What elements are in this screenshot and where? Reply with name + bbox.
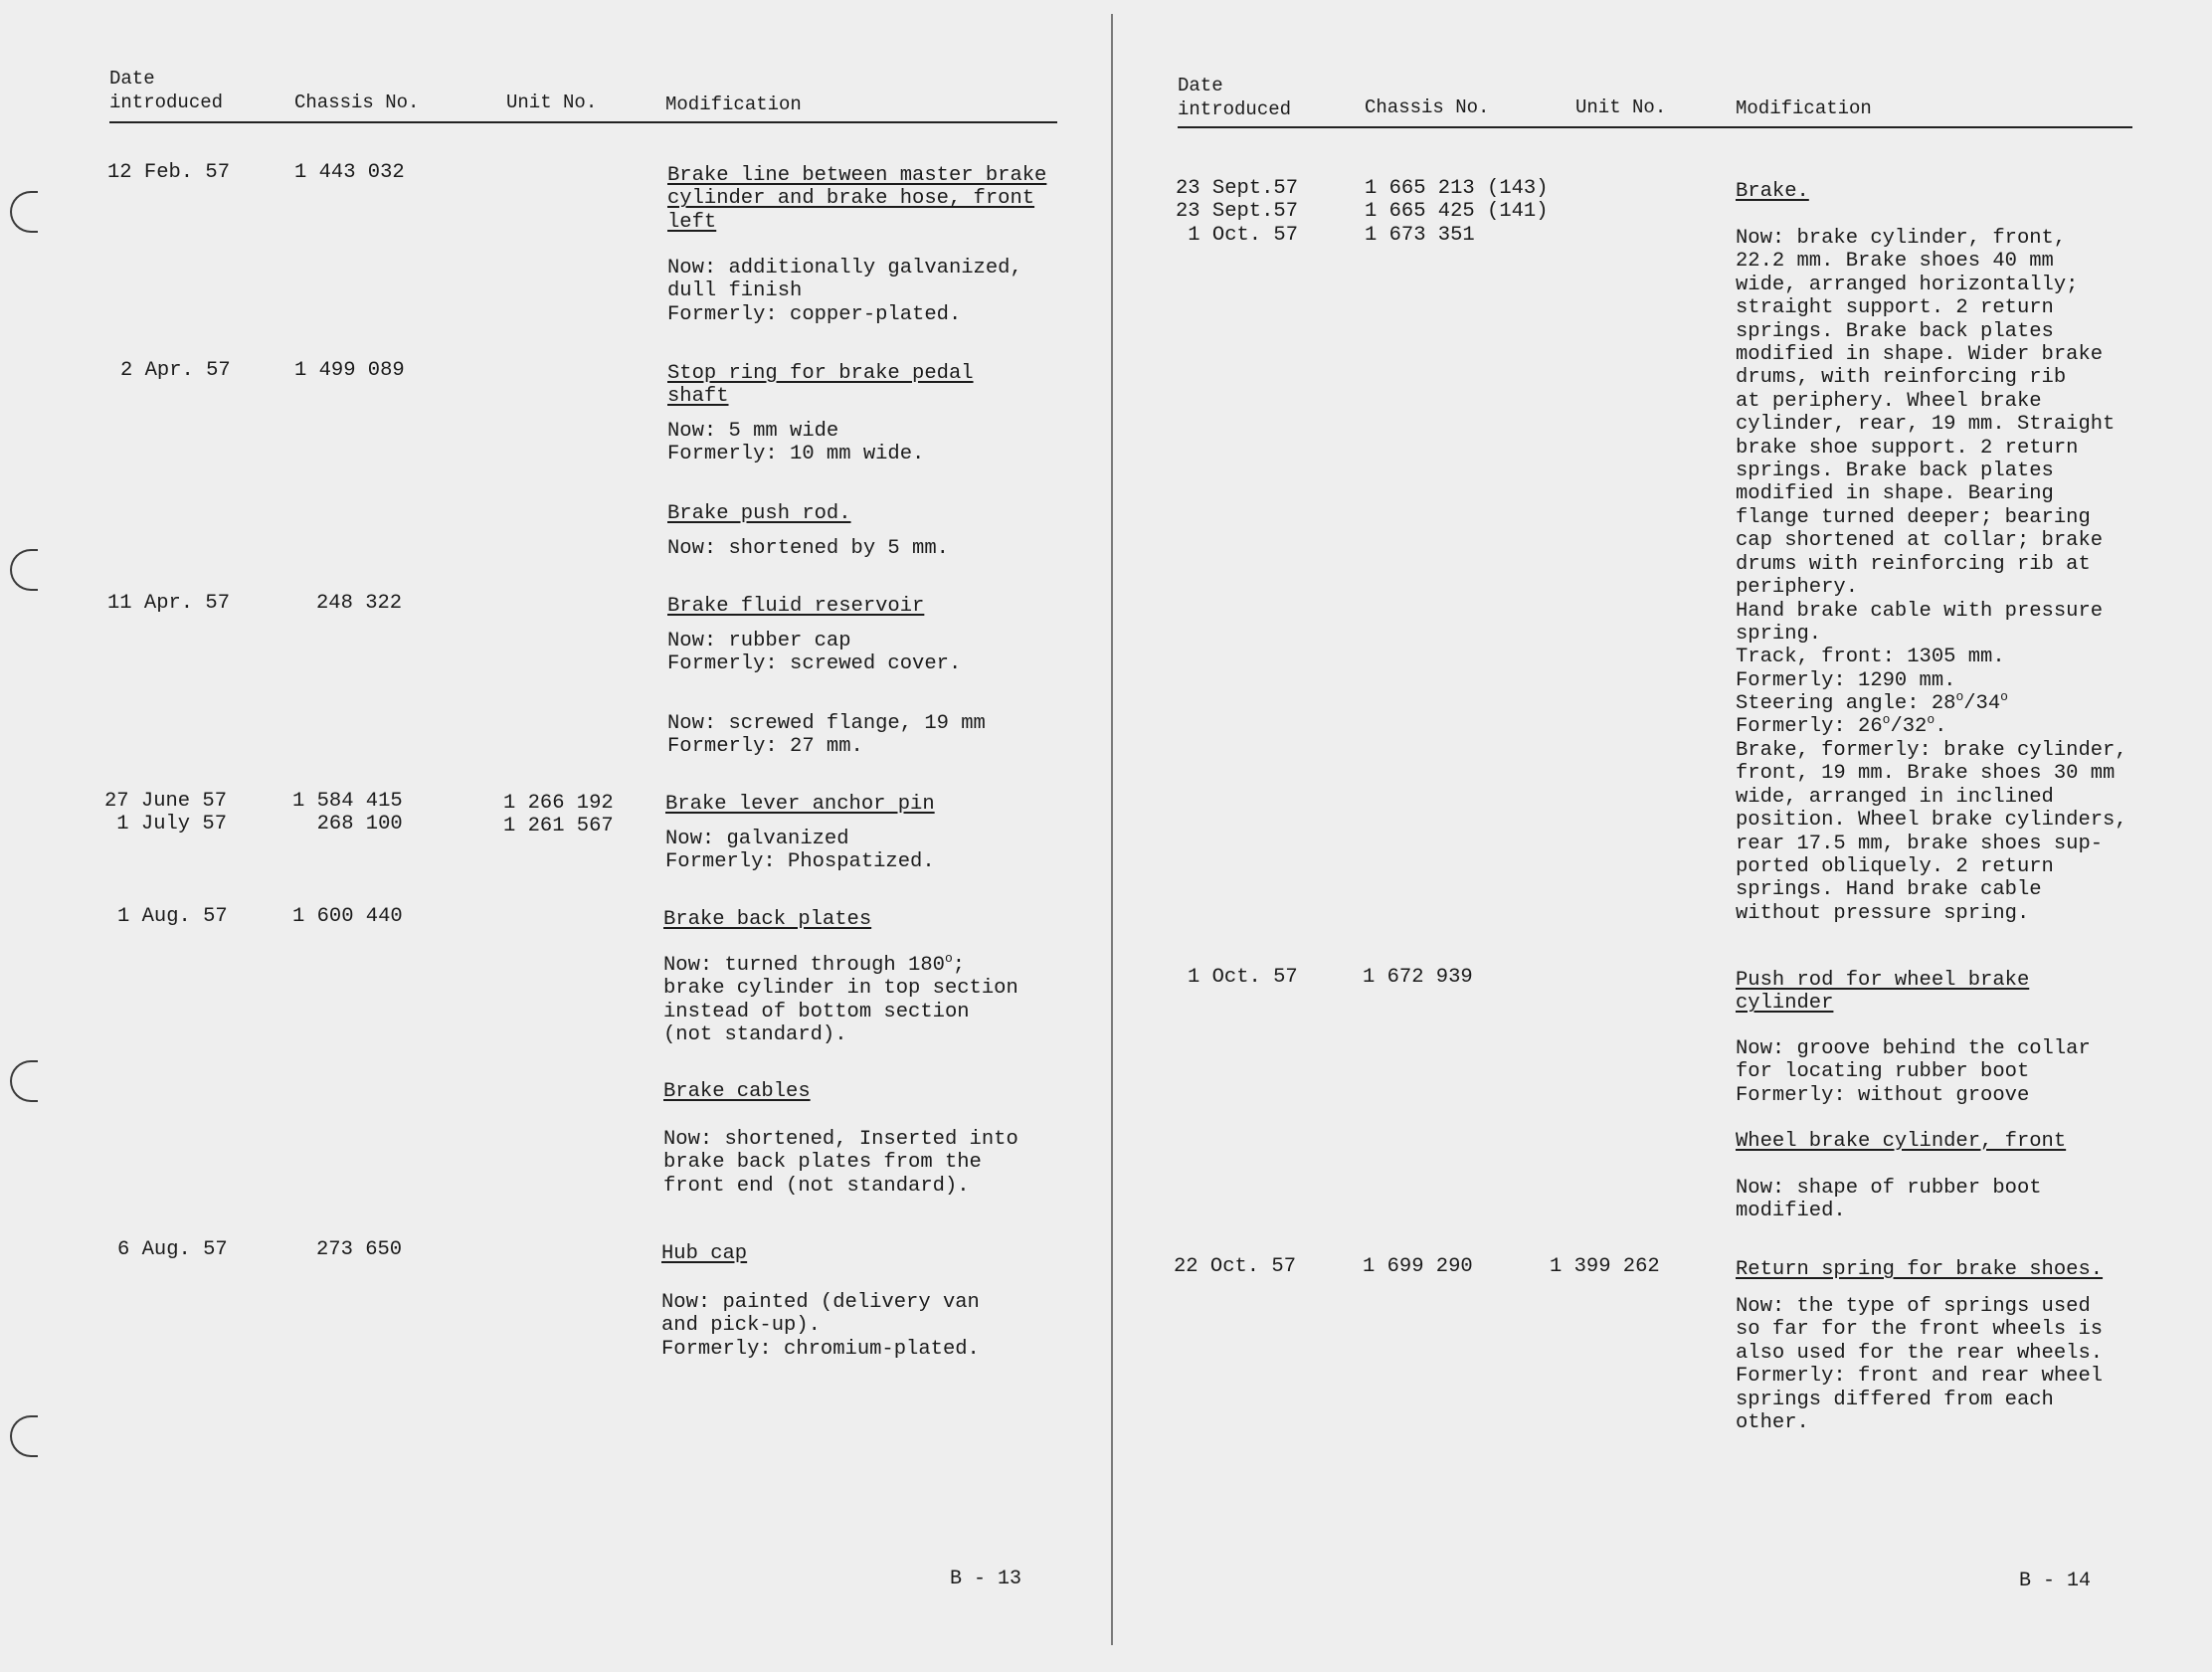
- right-page: [1112, 0, 2212, 1672]
- modification-title: Brake cables: [663, 1080, 811, 1103]
- modification-text: Now: turned through 180$^o$; brake cylinder in top section instead of bottom section (not standard).: [663, 951, 1018, 1047]
- col-header-date: Date introduced: [109, 68, 224, 113]
- modification-title: Brake fluid reservoir: [667, 595, 925, 618]
- entry-chassis: 273 650: [316, 1238, 403, 1261]
- binder-hole: [10, 191, 38, 233]
- modification-title: Wheel brake cylinder, front: [1736, 1130, 2067, 1153]
- modification-text: Now: additionally galvanized, dull finish Formerly: copper-plated.: [667, 257, 1022, 326]
- entry-chassis: 1 699 290: [1363, 1255, 1473, 1278]
- modification-text: Formerly: 26$^o$/32$^o$.: [1736, 712, 1947, 738]
- entry-date: 2 Apr. 57: [120, 359, 231, 382]
- modification-text: Now: brake cylinder, front, 22.2 mm. Brake shoes 40 mm wide, arranged horizontally; straight support. 2 return springs. Brake back plates modified in shape. Wider brake drums, with reinforcing rib at periphery. Wheel brake cylinder, rear, 19 mm. Straight brake shoe support. 2 return springs. Brake back plates modified in shape. Bearing flange turned deeper; bearing cap shortened at collar; brake drums with reinforcing rib at periphery. Hand brake cable with pressure spring. Track, front: 1305 mm. Formerly: 1290 mm.: [1736, 227, 2116, 692]
- entry-chassis: 1 600 440: [292, 905, 403, 928]
- entry-chassis: 1 443 032: [294, 161, 405, 184]
- entry-date: 22 Oct. 57: [1174, 1255, 1297, 1278]
- modification-title: Stop ring for brake pedal shaft: [667, 362, 974, 409]
- entry-chassis: 1 584 415 268 100: [292, 790, 403, 836]
- page-number: B - 13: [950, 1568, 1022, 1590]
- entry-date: 1 Aug. 57: [117, 905, 228, 928]
- header-rule: [1178, 126, 2132, 128]
- entry-date: 23 Sept.57 23 Sept.57 1 Oct. 57: [1176, 177, 1299, 247]
- modification-title: Hub cap: [661, 1242, 748, 1265]
- degree-sign: o: [944, 951, 953, 967]
- modification-title: Return spring for brake shoes.: [1736, 1258, 2104, 1281]
- degree-sign: o: [1882, 712, 1891, 728]
- modification-text: Now: painted (delivery van and pick-up). Formerly: chromium-plated.: [661, 1291, 980, 1361]
- binder-hole: [10, 1415, 38, 1457]
- col-header-unit: Unit No.: [506, 92, 598, 113]
- header-rule: [109, 121, 1057, 123]
- modification-title: Push rod for wheel brake cylinder: [1736, 969, 2030, 1016]
- modification-text: Brake, formerly: brake cylinder, front, 19 mm. Brake shoes 30 mm wide, arranged in inclined position. Wheel brake cylinders, rear 17.5 mm, brake shoes sup- ported obliquely. 2 return springs. Hand brake cable without pressure spring.: [1736, 739, 2127, 925]
- entry-chassis: 1 499 089: [294, 359, 405, 382]
- entry-chassis: 1 665 213 (143) 1 665 425 (141) 1 673 351: [1365, 177, 1549, 247]
- modification-title: Brake line between master brake cylinder and brake hose, front left: [667, 164, 1047, 234]
- entry-date: 12 Feb. 57: [107, 161, 231, 184]
- col-header-unit: Unit No.: [1575, 96, 1667, 118]
- col-header-chassis: Chassis No.: [294, 92, 420, 113]
- col-header-modification: Modification: [665, 93, 802, 115]
- entry-unit: 1 399 262: [1550, 1255, 1660, 1278]
- modification-title: Brake lever anchor pin: [665, 793, 935, 816]
- entry-date: 6 Aug. 57: [117, 1238, 228, 1261]
- entry-chassis: 248 322: [316, 592, 403, 615]
- entry-date: 1 Oct. 57: [1188, 966, 1298, 989]
- modification-title: Brake back plates: [663, 908, 872, 931]
- degree-sign: o: [2000, 689, 2008, 705]
- modification-text: Now: rubber cap Formerly: screwed cover.: [667, 630, 962, 676]
- modification-text: Now: 5 mm wide Formerly: 10 mm wide.: [667, 420, 925, 466]
- modification-text: Now: the type of springs used so far for the front wheels is also used for the rear wheels. Formerly: front and rear wheel springs differed from each other.: [1736, 1295, 2104, 1435]
- binder-hole: [10, 549, 38, 591]
- entry-date: 11 Apr. 57: [107, 592, 231, 615]
- modification-title: Brake push rod.: [667, 502, 851, 525]
- page-number: B - 14: [2019, 1570, 2092, 1592]
- degree-sign: o: [1927, 712, 1936, 728]
- modification-text: Steering angle: 28$^o$/34$^o$: [1736, 689, 2008, 715]
- modification-text: Now: shortened, Inserted into brake back plates from the front end (not standard).: [663, 1128, 1018, 1198]
- modification-text: Now: screwed flange, 19 mm Formerly: 27 mm.: [667, 712, 986, 759]
- entry-date: 27 June 57 1 July 57: [104, 790, 228, 836]
- binder-hole: [10, 1060, 38, 1102]
- modification-text: Now: galvanized Formerly: Phospatized.: [665, 828, 935, 874]
- modification-title: Brake.: [1736, 180, 1809, 203]
- modification-text: Now: shape of rubber boot modified.: [1736, 1177, 2042, 1223]
- modification-text: Now: groove behind the collar for locating rubber boot Formerly: without groove: [1736, 1037, 2091, 1107]
- entry-chassis: 1 672 939: [1363, 966, 1473, 989]
- col-header-chassis: Chassis No.: [1365, 96, 1490, 118]
- col-header-modification: Modification: [1736, 97, 1872, 119]
- degree-sign: o: [1955, 689, 1964, 705]
- col-header-date: Date introduced: [1178, 75, 1292, 120]
- entry-unit: 1 266 192 1 261 567: [503, 792, 614, 838]
- modification-text: Now: shortened by 5 mm.: [667, 537, 949, 560]
